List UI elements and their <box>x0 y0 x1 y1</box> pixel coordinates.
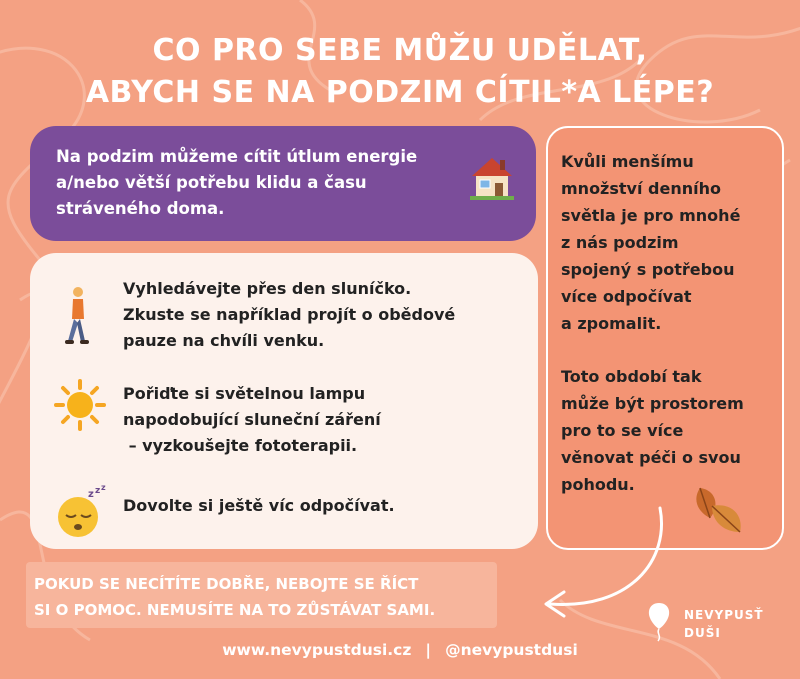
side-p1-line-6: více odpočívat <box>561 287 692 306</box>
tip-1-line-2: Zkuste se například projít o obědové <box>123 305 456 324</box>
side-p2-line-4: věnovat péči o svou <box>561 448 741 467</box>
tip-3-line-1: Dovolte si ještě víc odpočívat. <box>123 496 395 515</box>
tip-2-line-3: – vyzkoušejte fototerapii. <box>123 436 358 455</box>
side-p1-line-7: a zpomalit. <box>561 314 662 333</box>
side-p1-line-3: světla je pro mnohé <box>561 206 741 225</box>
intro-line-3: stráveného doma. <box>56 199 225 218</box>
help-callout <box>26 562 497 628</box>
svg-text:z: z <box>88 489 94 500</box>
tip-2-line-1: Pořiďte si světelnou lampu <box>123 384 366 403</box>
side-p1-line-5: spojený s potřebou <box>561 260 735 279</box>
tip-2-line-2: napodobující sluneční záření <box>123 410 381 429</box>
footer <box>0 641 800 659</box>
tip-1-line-3: pauze na chvíli venku. <box>123 331 325 350</box>
tip-2 <box>123 381 381 459</box>
side-paragraph-1 <box>561 148 772 337</box>
side-info-card <box>546 126 784 550</box>
autumn-leaves-icon <box>690 484 746 536</box>
social-handle[interactable]: @nevypustdusi <box>445 641 578 659</box>
intro-line-2: a/nebo větší potřebu klidu a času <box>56 173 367 192</box>
house-icon <box>470 154 514 200</box>
website-link[interactable]: www.nevypustdusi.cz <box>222 641 412 659</box>
side-paragraph-2 <box>561 363 772 498</box>
svg-text:z: z <box>101 485 106 492</box>
person-walking-icon <box>62 285 92 347</box>
intro-line-1: Na podzim můžeme cítit útlum energie <box>56 147 418 166</box>
sleeping-face-icon <box>52 485 112 539</box>
tips-card <box>30 253 538 549</box>
logo-text <box>684 606 764 642</box>
title-line-1: CO PRO SEBE MŮŽU UDĚLAT, <box>152 33 648 68</box>
intro-card <box>30 126 536 241</box>
svg-text:z: z <box>95 486 101 496</box>
side-p2-line-2: může být prostorem <box>561 394 744 413</box>
tip-3 <box>123 493 395 519</box>
title-line-2: ABYCH SE NA PODZIM CÍTIL*A LÉPE? <box>85 75 715 110</box>
page-title <box>0 30 800 114</box>
help-line-2: SI O POMOC. NEMUSÍTE NA TO ZŮSTÁVAT SAMI. <box>34 601 436 619</box>
side-p2-line-5: pohodu. <box>561 475 635 494</box>
tip-1 <box>123 276 455 354</box>
side-p2-line-3: pro to se více <box>561 421 684 440</box>
side-p1-line-1: Kvůli menšímu <box>561 152 694 171</box>
tip-1-line-1: Vyhledávejte přes den sluníčko. <box>123 279 412 298</box>
footer-separator: | <box>425 641 432 659</box>
sun-icon <box>54 379 106 431</box>
help-line-1: POKUD SE NECÍTÍTE DOBŘE, NEBOJTE SE ŘÍCT <box>34 575 419 593</box>
side-p2-line-1: Toto období tak <box>561 367 702 386</box>
logo-line-2: DUŠI <box>684 626 721 640</box>
balloon-icon <box>646 601 672 643</box>
side-p1-line-2: množství denního <box>561 179 721 198</box>
logo-line-1: NEVYPUSŤ <box>684 608 764 622</box>
side-p1-line-4: z nás podzim <box>561 233 679 252</box>
